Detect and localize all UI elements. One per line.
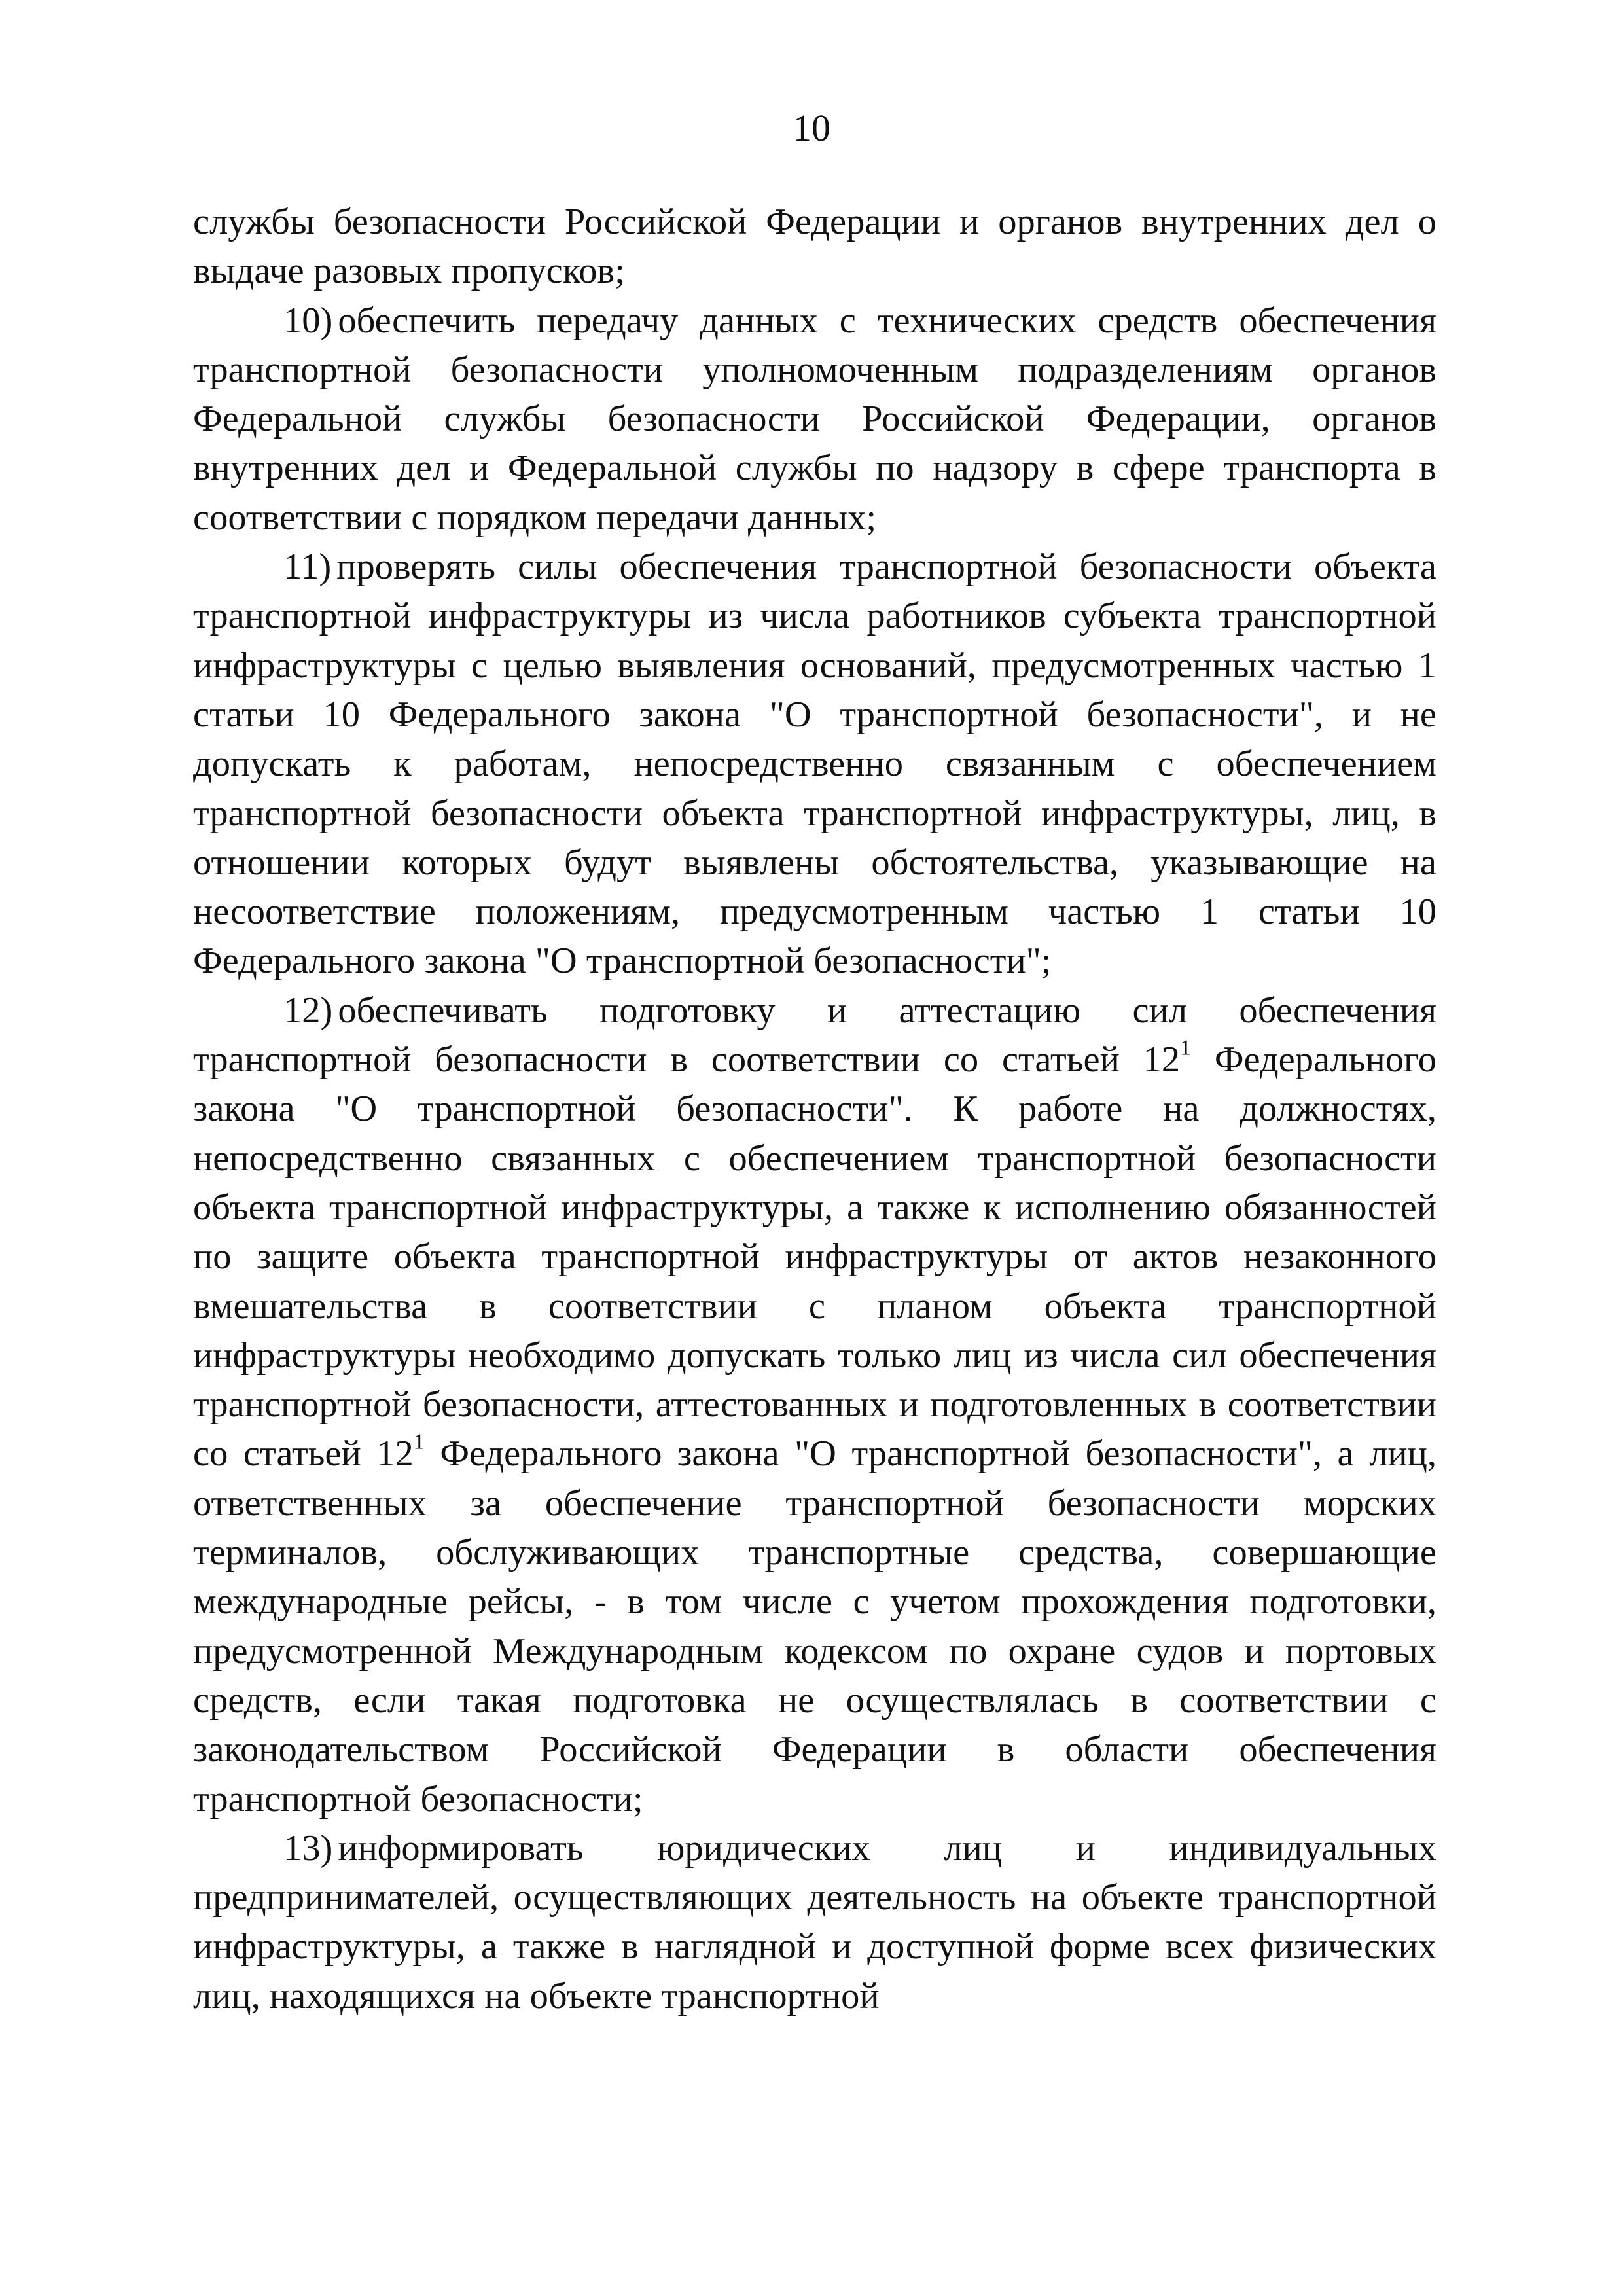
paragraph-continuation xyxy=(193,198,1436,296)
paragraph-text-part: Федерального закона "О транспортной безопасности". К работе на должностях, непосредственно связанных с обеспечением транспортной безопасности объекта транспортной инфраструктуры, а также к исполнению обязанностей по защите объекта транспортной инфраструктуры от актов незаконного вмешательства в соответствии с планом объекта транспортной инфраструктуры необходимо допускать только лиц из числа сил обеспечения транспортной безопасности, аттестованных и подготовленных в соответствии со статьей 12 xyxy=(193,1039,1436,1475)
paragraph-text-part: обеспечивать подготовку и аттестацию сил обеспечения транспортной безопасности в соответствии со статьей 12 xyxy=(193,990,1436,1081)
paragraph-text: службы безопасности Российской Федерации и органов внутренних дел о выдаче разовых пропусков; xyxy=(193,202,1436,292)
paragraph-item-11 xyxy=(193,543,1436,986)
paragraph-text: обеспечить передачу данных с технических средств обеспечения транспортной безопасности уполномоченным подразделениям органов Федеральной службы безопасности Российской Федерации, органов внутренних дел и Федеральной службы по надзору в сфере транспорта в соответствии с порядком передачи данных; xyxy=(193,300,1436,538)
paragraph-text-part: Федерального закона "О транспортной безопасности", а лиц, ответственных за обеспечение транспортной безопасности морских терминалов, обслуживающих транспортные средства, совершающие международные рейсы, - в том числе с учетом прохождения подготовки, предусмотренной Международным кодексом по охране судов и портовых средств, если такая подготовка не осуществлялась в соответствии с законодательством Российской Федерации в области обеспечения транспортной безопасности; xyxy=(193,1433,1436,1820)
page-number: 10 xyxy=(793,107,830,149)
item-number: 10) xyxy=(283,300,333,341)
superscript: 1 xyxy=(413,1429,425,1454)
item-number: 13) xyxy=(283,1827,333,1869)
paragraph-item-10 xyxy=(193,296,1436,543)
paragraph-item-13 xyxy=(193,1824,1436,2021)
superscript: 1 xyxy=(1180,1035,1192,1060)
item-number: 12) xyxy=(283,990,333,1031)
paragraph-item-12 xyxy=(193,986,1436,1824)
paragraph-text: проверять силы обеспечения транспортной безопасности объекта транспортной инфраструктуры из числа работников субъекта транспортной инфраструктуры с целью выявления оснований, предусмотренных частью 1 статьи 10 Федерального закона "О транспортной безопасности", и не допускать к работам, непосредственно связанным с обеспечением транспортной безопасности объекта транспортной инфраструктуры, лиц, в отношении которых будут выявлены обстоятельства, указывающие на несоответствие положениям, предусмотренным частью 1 статьи 10 Федерального закона "О транспортной безопасности"; xyxy=(193,547,1436,982)
item-number: 11) xyxy=(283,547,332,588)
document-body xyxy=(193,198,1436,2021)
paragraph-text: информировать юридических лиц и индивидуальных предпринимателей, осуществляющих деятельность на объекте транспортной инфраструктуры, а также в наглядной и доступной форме всех физических лиц, находящихся на объекте транспортной xyxy=(193,1827,1436,2017)
